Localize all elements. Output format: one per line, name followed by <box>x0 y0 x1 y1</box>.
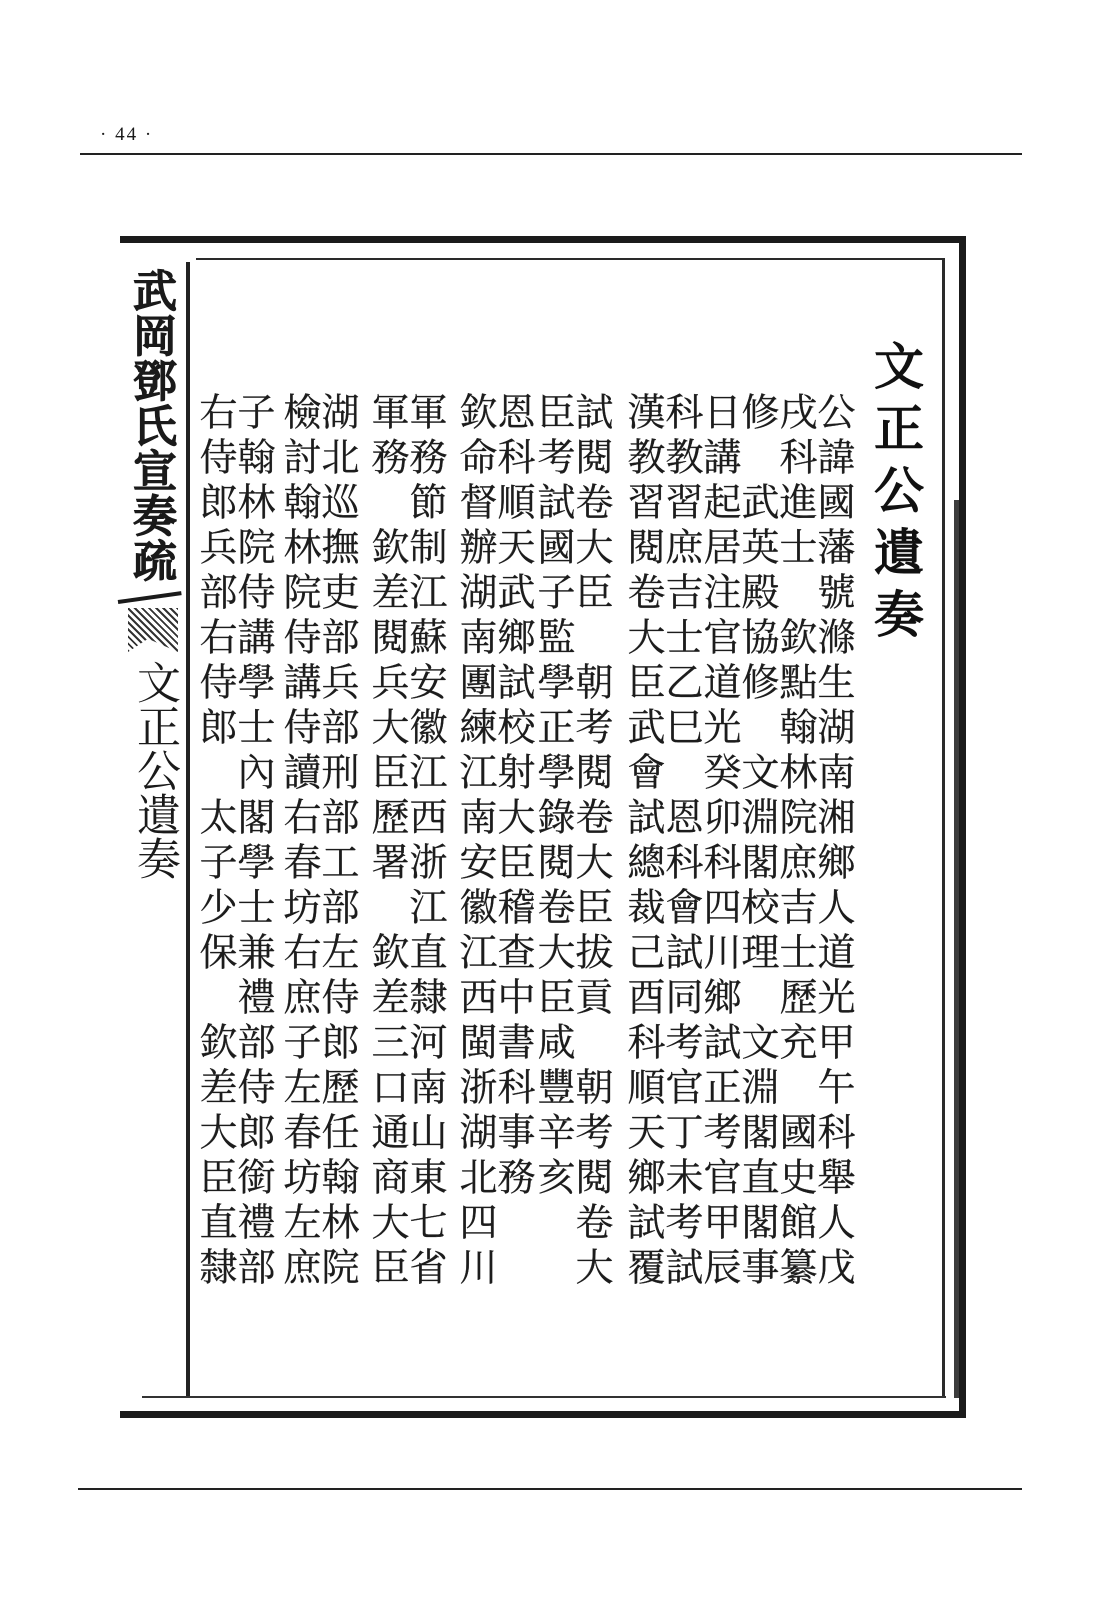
text-column-16: 右侍郎兵部右侍郎 太子少保 欽差大臣直隸 <box>193 392 237 1292</box>
banxin-section-title: 文正公遺奏 <box>129 660 180 880</box>
banxin-book-title: 武岡鄧氏宣奏疏 <box>125 268 176 583</box>
text-column-8: 臣考試國子監學正學錄閱卷大臣咸豐辛亥 <box>531 392 575 1202</box>
header-rule <box>80 153 1022 155</box>
text-column-7: 試閱卷大臣 朝考閱卷大臣拔貢 朝考閱卷大 <box>569 392 613 1292</box>
text-column-4: 日講起居注官道光癸卯科四川鄉試正考官甲辰 <box>697 392 741 1292</box>
inner-rule-right <box>942 258 945 1398</box>
text-column-9: 恩科順天武鄉試校射大臣稽查中書科事務 <box>491 392 535 1202</box>
document-title: 文正公遺奏 <box>866 340 925 650</box>
inner-rule-right-outer <box>954 500 959 1398</box>
text-column-14: 檢討翰林院侍講侍讀右春坊右庶子左春坊左庶 <box>277 392 321 1292</box>
text-column-11: 軍務節制江蘇安徽江西浙江直隸河南山東七省 <box>403 392 447 1292</box>
text-column-12: 軍務 欽差閱兵大臣歷署 欽差三口通商大臣 <box>365 392 409 1292</box>
inner-rule-top <box>196 258 944 260</box>
text-column-2: 戌科進士 欽點翰林院庶吉士歷充 國史館纂 <box>773 392 817 1292</box>
footer-rule <box>78 1488 1022 1490</box>
text-column-10: 欽命督辦湖南團練江南安徽江西閩浙湖北四川 <box>453 392 497 1292</box>
page-number: · 44 · <box>100 124 154 145</box>
text-column-5: 科教習庶吉士乙巳 恩科會試同考官丁未考試 <box>659 392 703 1292</box>
text-column-1: 公諱國藩號滌生湖南湘鄉人道光甲午科舉人戊 <box>811 392 855 1292</box>
text-column-3: 修 武英殿協修 文淵閣校理 文淵閣直閣事 <box>735 392 779 1292</box>
inner-rule-bottom <box>142 1396 946 1398</box>
text-column-13: 湖北巡撫吏部兵部刑部工部左侍郎歷任翰林院 <box>315 392 359 1292</box>
text-column-6: 漢教習閱卷大臣武會試總裁己酉科順天鄉試覆 <box>621 392 665 1292</box>
text-column-15: 子翰林院侍講學士內閣學士兼禮部侍郎銜禮部 <box>231 392 275 1292</box>
